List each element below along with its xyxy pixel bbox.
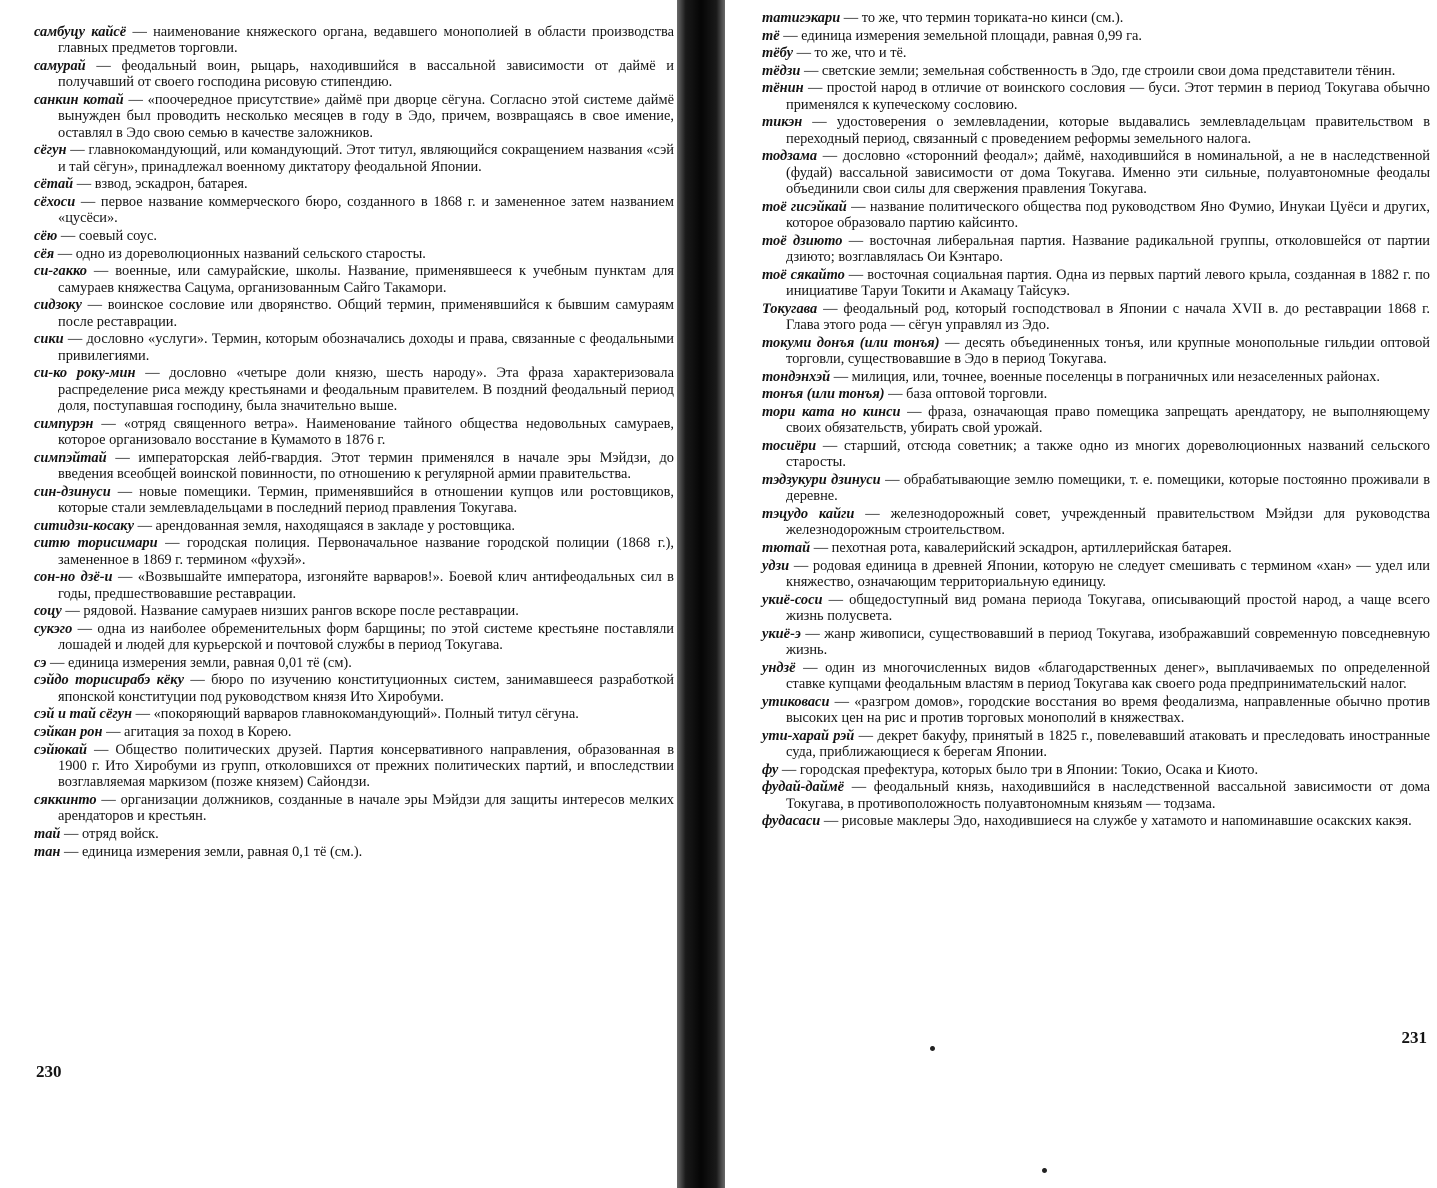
glossary-entry bbox=[34, 742, 674, 791]
glossary-term: фудасаси bbox=[762, 813, 821, 830]
glossary-term: сёхоси bbox=[34, 194, 76, 210]
glossary-entry bbox=[762, 233, 1430, 266]
glossary-term: Токугава bbox=[762, 300, 818, 317]
glossary-definition: — городская полиция. Первоначальное название городской полиции (1868 г.), замененное в 1869 г. термином «фухэй». bbox=[58, 535, 674, 568]
glossary-definition: — общедоступный вид романа периода Токугава, описывающий простой народ, а чаще всего жизнь полусвета. bbox=[786, 591, 1430, 624]
glossary-definition: — феодальный род, который господствовал в Японии с начала XVII в. до реставрации 1868 г. Глава этого рода — сёгун управлял из Эдо. bbox=[786, 300, 1430, 334]
glossary-term: утиковаси bbox=[762, 693, 830, 710]
glossary-term: сики bbox=[34, 331, 64, 348]
glossary-entry bbox=[34, 416, 674, 449]
glossary-entry bbox=[762, 267, 1430, 300]
glossary-term: сукэго bbox=[34, 620, 73, 637]
glossary-definition: — городская префектура, которых было три в Японии: Токио, Осака и Киото. bbox=[778, 761, 1259, 778]
glossary-entry bbox=[34, 450, 674, 483]
glossary-term: тикэн bbox=[762, 114, 803, 131]
glossary-term: сёя bbox=[34, 245, 55, 262]
glossary-entry bbox=[762, 506, 1430, 539]
glossary-term: укиё-э bbox=[762, 625, 801, 642]
glossary-entry bbox=[762, 10, 1430, 26]
glossary-term: сэйюкай bbox=[34, 741, 88, 758]
glossary-definition: — жанр живописи, существовавший в период Токугава, изображавший современную повседневную жизнь. bbox=[786, 625, 1430, 658]
glossary-definition: — «покоряющий варваров главнокомандующий». Полный титул сёгуна. bbox=[132, 706, 579, 723]
glossary-term: симпурэн bbox=[34, 415, 94, 432]
glossary-entry bbox=[762, 386, 1430, 402]
glossary-definition: — феодальный князь, находившийся в наследственной вассальной зависимости от дома Токугава, в противоположность полуавтономным князьям — тодзама. bbox=[786, 779, 1430, 812]
book-gutter-shadow bbox=[677, 0, 725, 1188]
right-glossary-list bbox=[762, 10, 1430, 831]
glossary-term: тонъя (или тонъя) bbox=[762, 386, 885, 403]
glossary-term: самурай bbox=[34, 58, 86, 74]
glossary-definition: — обрабатывающие землю помещики, т. е. помещики, которые постоянно проживали в деревне. bbox=[786, 471, 1430, 505]
glossary-definition: — то же, что термин ториката-но кинси (см.). bbox=[840, 10, 1124, 26]
glossary-entry bbox=[762, 335, 1430, 368]
glossary-definition: — одна из наиболее обременительных форм барщины; по этой системе крестьяне поставляли лошадей и людей для курьерской и почтовой службы в период Токугава. bbox=[58, 620, 674, 654]
glossary-definition: — милиция, или, точнее, военные поселенцы в пограничных или незаселенных районах. bbox=[830, 368, 1380, 385]
glossary-term: самбуцу кайсё bbox=[34, 24, 127, 40]
glossary-entry bbox=[34, 246, 674, 262]
glossary-definition: — дословно «услуги». Термин, которым обозначались доходы и права, связанные с феодальными привилегиями. bbox=[58, 331, 674, 364]
glossary-term: ситю торисимари bbox=[34, 535, 158, 552]
glossary-term: сэ bbox=[34, 654, 47, 671]
glossary-entry bbox=[762, 369, 1430, 385]
glossary-entry bbox=[34, 792, 674, 825]
glossary-definition: — главнокомандующий, или командующий. Этот титул, являющийся сокращением названия «сэй и тай сёгун», принадлежал военному диктатору феодальной Японии. bbox=[58, 142, 674, 175]
glossary-term: си-ко року-мин bbox=[34, 365, 136, 382]
glossary-definition: — старший, отсюда советник; а также одно из многих дореволюционных названий сельского старосты. bbox=[786, 437, 1430, 471]
glossary-definition: — единица измерения земли, равная 0,01 тё (см). bbox=[46, 654, 352, 671]
glossary-entry bbox=[762, 45, 1430, 61]
glossary-definition: — феодальный воин, рыцарь, находившийся в вассальной зависимости от даймё и получавший от своего господина рисовую стипендию. bbox=[58, 58, 674, 91]
right-page-number: 231 bbox=[1401, 1028, 1427, 1047]
glossary-term: фудай-даймё bbox=[762, 779, 844, 796]
glossary-entry bbox=[762, 660, 1430, 693]
glossary-term: тоё гисэйкай bbox=[762, 198, 847, 215]
glossary-term: сэйкан рон bbox=[34, 723, 103, 740]
glossary-entry bbox=[762, 694, 1430, 727]
glossary-definition: — военные, или самурайские, школы. Название, применявшееся к учебным пунктам для самураев княжества Сацума, организованным Сайго Такамори. bbox=[58, 263, 674, 296]
glossary-term: тёнин bbox=[762, 80, 804, 97]
glossary-term: ундзё bbox=[762, 659, 796, 676]
print-speck bbox=[930, 1046, 935, 1051]
glossary-term: сон-но дзё-и bbox=[34, 569, 113, 586]
glossary-entry bbox=[34, 844, 674, 860]
glossary-entry bbox=[762, 472, 1430, 505]
glossary-entry bbox=[34, 706, 674, 722]
glossary-entry bbox=[34, 672, 674, 705]
glossary-entry bbox=[762, 540, 1430, 556]
glossary-entry bbox=[34, 518, 674, 534]
glossary-definition: — арендованная земля, находящаяся в закладе у ростовщика. bbox=[133, 517, 515, 534]
glossary-definition: — новые помещики. Термин, применявшийся в отношении купцов или ростовщиков, которые стали землевладельцами в последний период правления Токугава. bbox=[58, 483, 674, 516]
glossary-term: сёгун bbox=[34, 142, 67, 159]
glossary-term: тай bbox=[34, 825, 61, 842]
glossary-entry bbox=[762, 762, 1430, 778]
glossary-definition: — родовая единица в древней Японии, которую не следует смешивать с термином «хан» — удел или княжество, означающим территориальную единицу. bbox=[786, 557, 1430, 590]
glossary-entry bbox=[34, 24, 674, 57]
glossary-entry bbox=[34, 228, 674, 244]
glossary-term: тэцудо кайги bbox=[762, 505, 855, 522]
glossary-definition: — «разгром домов», городские восстания во время феодализма, направленные обычно против высоких цен на рис и против торговых монополий в княжествах. bbox=[786, 693, 1430, 726]
glossary-term: удзи bbox=[762, 557, 790, 574]
glossary-entry bbox=[34, 58, 674, 91]
glossary-definition: — название политического общества под руководством Яно Фумио, Инукаи Цуёси и других, которое образовало партию кайсинто. bbox=[786, 198, 1430, 232]
glossary-term: сётай bbox=[34, 176, 74, 193]
glossary-term: соцу bbox=[34, 603, 62, 620]
glossary-definition: — рисовые маклеры Эдо, находившиеся на службе у хатамото и напоминавшие осакских какэя. bbox=[820, 813, 1412, 830]
glossary-definition: — декрет бакуфу, принятый в 1825 г., повелевавший атаковать и преследовать иностранные суда, приближающиеся к берегам Японии. bbox=[786, 727, 1430, 760]
glossary-entry bbox=[34, 535, 674, 568]
glossary-entry bbox=[762, 813, 1430, 829]
glossary-entry bbox=[762, 28, 1430, 44]
glossary-entry bbox=[34, 365, 674, 414]
glossary-definition: — железнодорожный совет, учрежденный правительством Мэйдзи для руководства железнодорожным строительством. bbox=[786, 505, 1430, 539]
glossary-definition: — восточная либеральная партия. Название радикальной группы, отколовшейся от партии дзиюто; возглавлялась Ои Кэнтаро. bbox=[786, 232, 1430, 266]
left-page bbox=[0, 0, 690, 1188]
glossary-definition: — фраза, означающая право помещика запрещать арендатору, не выполняющему своих обязательств, убирать свой урожай. bbox=[786, 403, 1430, 437]
glossary-definition: — то же, что и тё. bbox=[792, 45, 907, 62]
glossary-entry bbox=[762, 80, 1430, 113]
glossary-definition: — организации должников, созданные в начале эры Мэйдзи для защиты интересов мелких арендаторов и крестьян. bbox=[58, 791, 674, 825]
glossary-term: си-гакко bbox=[34, 263, 87, 280]
glossary-term: фу bbox=[762, 761, 779, 778]
glossary-definition: — простой народ в отличие от воинского сословия — буси. Этот термин в период Токугава обычно применялся к купеческому сословию. bbox=[786, 80, 1430, 113]
glossary-entry bbox=[762, 63, 1430, 79]
glossary-entry bbox=[762, 626, 1430, 659]
glossary-definition: — бюро по изучению конституционных систем, занимавшееся разработкой японской конституции под руководством князя Ито Хиробуми. bbox=[58, 672, 674, 705]
glossary-term: сёю bbox=[34, 228, 58, 244]
glossary-definition: — агитация за поход в Корею. bbox=[102, 723, 292, 740]
glossary-term: тютай bbox=[762, 539, 811, 556]
glossary-term: син-дзинуси bbox=[34, 483, 111, 500]
glossary-definition: — дословно «сторонний феодал»; даймё, находившийся в номинальной, а не в наследственной (фудай) вассальной зависимости от дома Токугава. Именно эти сильные, полуавтономные феодалы объединили свои силы для свержения правления Токугава. bbox=[786, 148, 1430, 198]
glossary-entry bbox=[34, 655, 674, 671]
glossary-term: укиё-соси bbox=[762, 591, 823, 608]
glossary-definition: — удостоверения о землевладении, которые выдавались землевладельцам правительством в переходный период, связанный с проведением реформы земельного налога. bbox=[786, 114, 1430, 147]
glossary-definition: — пехотная рота, кавалерийский эскадрон, артиллерийская батарея. bbox=[810, 539, 1232, 556]
glossary-term: татигэкари bbox=[762, 10, 841, 26]
glossary-entry bbox=[762, 779, 1430, 812]
glossary-entry bbox=[762, 404, 1430, 437]
glossary-entry bbox=[34, 331, 674, 364]
glossary-definition: — рядовой. Название самураев низших рангов вскоре после реставрации. bbox=[61, 603, 519, 620]
glossary-term: тодзама bbox=[762, 148, 818, 165]
glossary-term: тоё дзиюто bbox=[762, 232, 843, 249]
glossary-entry bbox=[762, 728, 1430, 761]
glossary-term: ути-харай рэй bbox=[762, 727, 855, 744]
glossary-entry bbox=[762, 114, 1430, 147]
glossary-definition: — восточная социальная партия. Одна из первых партий левого крыла, созданная в 1882 г. по инициативе Таруи Токити и Акамацу Тайсукэ. bbox=[786, 266, 1430, 300]
left-glossary-list bbox=[34, 24, 674, 861]
glossary-entry bbox=[34, 603, 674, 619]
glossary-definition: — «поочередное присутствие» даймё при дворце сёгуна. Согласно этой системе даймё вынужден был проводить несколько месяцев в году в Эдо, причем, возвращаясь в свое имение, оставлял в Эдо свою семью в качестве заложников. bbox=[58, 92, 674, 141]
glossary-definition: — Общество политических друзей. Партия консервативного направления, образованная в 1900 г. Ито Хиробуми из групп, отколовшихся от прежних политических партий, и впоследствии возглавляемая маркизом (позже князем) Сайондзи. bbox=[58, 741, 674, 791]
glossary-term: сэй и тай сёгун bbox=[34, 706, 133, 723]
glossary-term: тосиёри bbox=[762, 437, 817, 454]
glossary-term: токуми донъя (или тонъя) bbox=[762, 334, 940, 351]
glossary-definition: — одно из дореволюционных названий сельского старосты. bbox=[54, 245, 426, 262]
glossary-definition: — дословно «четыре доли князю, шесть народу». Эта фраза характеризовала распределение риса между крестьянами и феодальным правителем. В поздний феодальный период доля, поступавшая господину, была значительно выше. bbox=[58, 365, 675, 414]
left-page-number: 230 bbox=[36, 1062, 62, 1081]
glossary-entry bbox=[34, 724, 674, 740]
print-speck bbox=[1042, 1168, 1047, 1173]
glossary-term: тё bbox=[762, 27, 780, 44]
glossary-entry bbox=[34, 176, 674, 192]
glossary-definition: — светские земли; земельная собственность в Эдо, где строили свои дома представители тёнин. bbox=[800, 62, 1396, 79]
glossary-term: тэдзукури дзинуси bbox=[762, 471, 881, 488]
glossary-entry bbox=[762, 592, 1430, 625]
glossary-definition: — отряд войск. bbox=[60, 825, 159, 842]
glossary-entry bbox=[34, 569, 674, 602]
glossary-definition: — воинское сословие или дворянство. Общий термин, применявшийся к бывшим самураям после реставрации. bbox=[58, 297, 674, 330]
glossary-entry bbox=[762, 438, 1430, 471]
glossary-definition: — взвод, эскадрон, батарея. bbox=[73, 176, 248, 193]
glossary-term: тори ката но кинси bbox=[762, 403, 901, 420]
glossary-definition: — «Возвышайте императора, изгоняйте варваров!». Боевой клич антифеодальных сил в годы, предшествовавшие реставрации. bbox=[58, 569, 674, 602]
glossary-term: сэйдо торисирабэ кёку bbox=[34, 672, 184, 689]
glossary-term: тёдзи bbox=[762, 62, 801, 79]
glossary-term: санкин котай bbox=[34, 92, 124, 108]
glossary-definition: — наименование княжеского органа, ведавшего монополией в области производства главных предметов торговли. bbox=[58, 24, 674, 57]
right-page bbox=[730, 0, 1437, 1188]
glossary-definition: — единица измерения земельной площади, равная 0,99 га. bbox=[779, 27, 1142, 44]
glossary-entry bbox=[34, 621, 674, 654]
glossary-term: сидзоку bbox=[34, 297, 82, 314]
glossary-entry bbox=[34, 826, 674, 842]
glossary-entry bbox=[34, 263, 674, 296]
glossary-entry bbox=[34, 194, 674, 227]
glossary-entry bbox=[34, 92, 674, 141]
glossary-term: симпэйтай bbox=[34, 449, 107, 466]
glossary-definition: — один из многочисленных видов «благодарственных денег», выплачиваемых по определенной ставке купцами феодальным властям в период Токугава как своего рода предпринимательский налог. bbox=[786, 659, 1430, 692]
glossary-definition: — императорская лейб-гвардия. Этот термин применялся в начале эры Мэйдзи, до введения всеобщей воинской повинности, по отношению к регулярной армии правительства. bbox=[58, 449, 674, 482]
glossary-term: тондэнхэй bbox=[762, 368, 831, 385]
glossary-definition: — «отряд священного ветра». Наименование тайного общества недовольных самураев, которое организовало восстание в Кумамото в 1876 г. bbox=[58, 415, 674, 448]
glossary-term: тан bbox=[34, 843, 61, 860]
glossary-definition: — первое название коммерческого бюро, созданного в 1868 г. и замененное затем названием «цусёси». bbox=[58, 194, 674, 227]
glossary-entry bbox=[34, 484, 674, 517]
glossary-entry bbox=[34, 142, 674, 175]
glossary-entry bbox=[762, 301, 1430, 334]
glossary-term: ситидзи-косаку bbox=[34, 517, 134, 534]
glossary-term: сяккинто bbox=[34, 791, 97, 808]
glossary-definition: — база оптовой торговли. bbox=[884, 386, 1048, 403]
glossary-term: тоё сякайто bbox=[762, 266, 845, 283]
glossary-entry bbox=[34, 297, 674, 330]
glossary-entry bbox=[762, 148, 1430, 197]
glossary-entry bbox=[762, 199, 1430, 232]
glossary-entry bbox=[762, 558, 1430, 591]
glossary-definition: — десять объединенных тонъя, или крупные монопольные гильдии оптовой торговли, существовавшие в Эдо в период Токугава. bbox=[786, 334, 1430, 368]
glossary-definition: — единица измерения земли, равная 0,1 тё (см.). bbox=[60, 843, 363, 860]
glossary-term: тёбу bbox=[762, 45, 793, 62]
glossary-definition: — соевый соус. bbox=[57, 228, 157, 244]
